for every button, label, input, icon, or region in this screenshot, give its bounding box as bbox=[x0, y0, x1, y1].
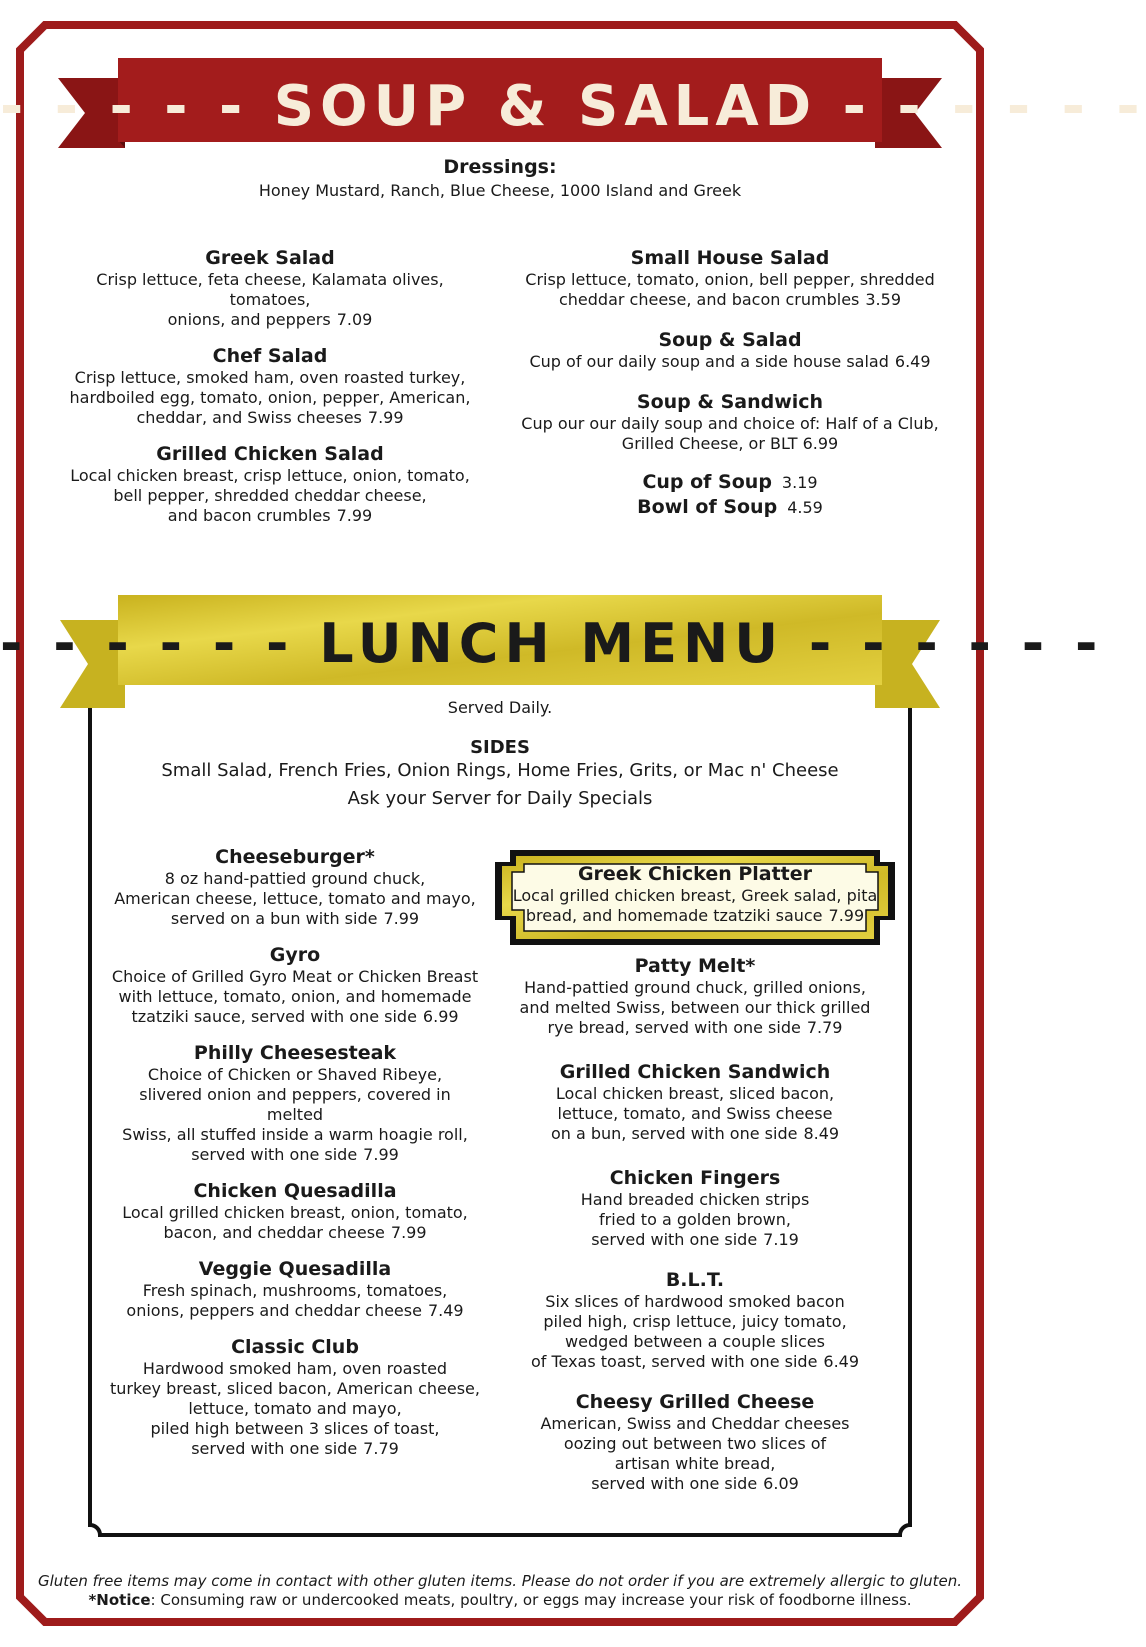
menu-item: Chicken Fingers Hand breaded chicken strips fried to a golden brown, served with one side 7.19 bbox=[580, 1167, 810, 1249]
sides-heading: SIDES bbox=[470, 737, 530, 758]
menu-item: Grilled Chicken Sandwich Local chicken breast, sliced bacon, lettuce, tomato, and Swiss cheese on a bun, served with one side 8.49 bbox=[550, 1061, 840, 1143]
menu-item: Philly Cheesesteak Choice of Chicken or Shaved Ribeye, slivered onion and peppers, covered in melted Swiss, all stuffed inside a warm hoagie roll, served with one side 7.99 bbox=[122, 1042, 468, 1164]
menu-item: Cheesy Grilled Cheese American, Swiss and Cheddar cheeses oozing out between two slices of artisan white bread, served with one side 6.09 bbox=[540, 1391, 850, 1493]
ask-server-text: Ask your Server for Daily Specials bbox=[347, 788, 653, 809]
menu-item: Chef Salad Crisp lettuce, smoked ham, oven roasted turkey, hardboiled egg, tomato, onion, pepper, American, cheddar, and Swiss cheeses 7.99 bbox=[69, 345, 471, 427]
menu-item: Chicken Quesadilla Local grilled chicken breast, onion, tomato, bacon, and cheddar cheese 7.99 bbox=[122, 1180, 468, 1242]
lunch-menu-title: - - - - - - LUNCH MENU - - - - - - bbox=[0, 612, 1104, 675]
menu-item: B.L.T. Six slices of hardwood smoked bacon piled high, crisp lettuce, juicy tomato, wedged between a couple slices of Texas toast, served with one side 6.49 bbox=[530, 1269, 860, 1371]
menu-item: Soup & Sandwich Cup our our daily soup and choice of: Half of a Club, Grilled Cheese, or BLT 6.99 bbox=[521, 391, 939, 453]
menu-item: Grilled Chicken Salad Local chicken breast, crisp lettuce, onion, tomato, bell pepper, shredded cheddar cheese, and bacon crumbles 7.99 bbox=[70, 443, 470, 525]
soup-salad-title: - - - - - SOUP & SALAD - - - - - - bbox=[0, 74, 1146, 139]
dressings-text: Honey Mustard, Ranch, Blue Cheese, 1000 Island and Greek bbox=[258, 181, 742, 200]
served-daily: Served Daily. bbox=[447, 698, 553, 717]
foodborne-notice: *Notice: Consuming raw or undercooked meats, poultry, or eggs may increase your risk of foodborne illness. bbox=[88, 1591, 912, 1609]
menu-item: Veggie Quesadilla Fresh spinach, mushrooms, tomatoes, onions, peppers and cheddar cheese 7.49 bbox=[126, 1258, 464, 1320]
lunch-left-column bbox=[110, 845, 480, 1459]
menu-item: Small House Salad Crisp lettuce, tomato, onion, bell pepper, shredded cheddar cheese, and bacon crumbles 3.59 bbox=[525, 247, 935, 309]
menu-item: Soup & Salad Cup of our daily soup and a side house salad 6.49 bbox=[529, 329, 931, 371]
gluten-disclaimer: Gluten free items may come in contact with other gluten items. Please do not order if you are extremely allergic to gluten. bbox=[37, 1572, 963, 1590]
menu-item: Classic Club Hardwood smoked ham, oven roasted turkey breast, sliced bacon, American cheese, lettuce, tomato and mayo, piled high between 3 slices of toast, served with one side 7.79 bbox=[110, 1336, 480, 1458]
menu-item: Greek Salad Crisp lettuce, feta cheese, Kalamata olives, tomatoes, onions, and peppers 7.09 bbox=[96, 247, 444, 329]
menu-item: Patty Melt* Hand-pattied ground chuck, grilled onions, and melted Swiss, between our thick grilled rye bread, served with one side 7.79 bbox=[519, 955, 871, 1037]
soup-right-column bbox=[515, 246, 945, 520]
menu-item: Cheeseburger* 8 oz hand-pattied ground chuck, American cheese, lettuce, tomato and mayo, served on a bun with side 7.99 bbox=[114, 846, 476, 928]
menu-item: Gyro Choice of Grilled Gyro Meat or Chicken Breast with lettuce, tomato, onion, and homemade tzatziki sauce, served with one side 6.99 bbox=[111, 944, 479, 1026]
featured-item: Greek Chicken Platter Local grilled chicken breast, Greek salad, pita bread, and homemade tzatziki sauce 7.99 bbox=[512, 863, 878, 925]
bowl-of-soup: Bowl of Soup 4.59 bbox=[637, 496, 823, 518]
sides-text: Small Salad, French Fries, Onion Rings, Home Fries, Grits, or Mac n' Cheese bbox=[161, 760, 839, 781]
soup-left-column bbox=[55, 246, 485, 526]
lunch-right-column bbox=[510, 954, 880, 1494]
cup-of-soup: Cup of Soup 3.19 bbox=[642, 471, 818, 493]
dressings-heading: Dressings: bbox=[443, 156, 557, 178]
